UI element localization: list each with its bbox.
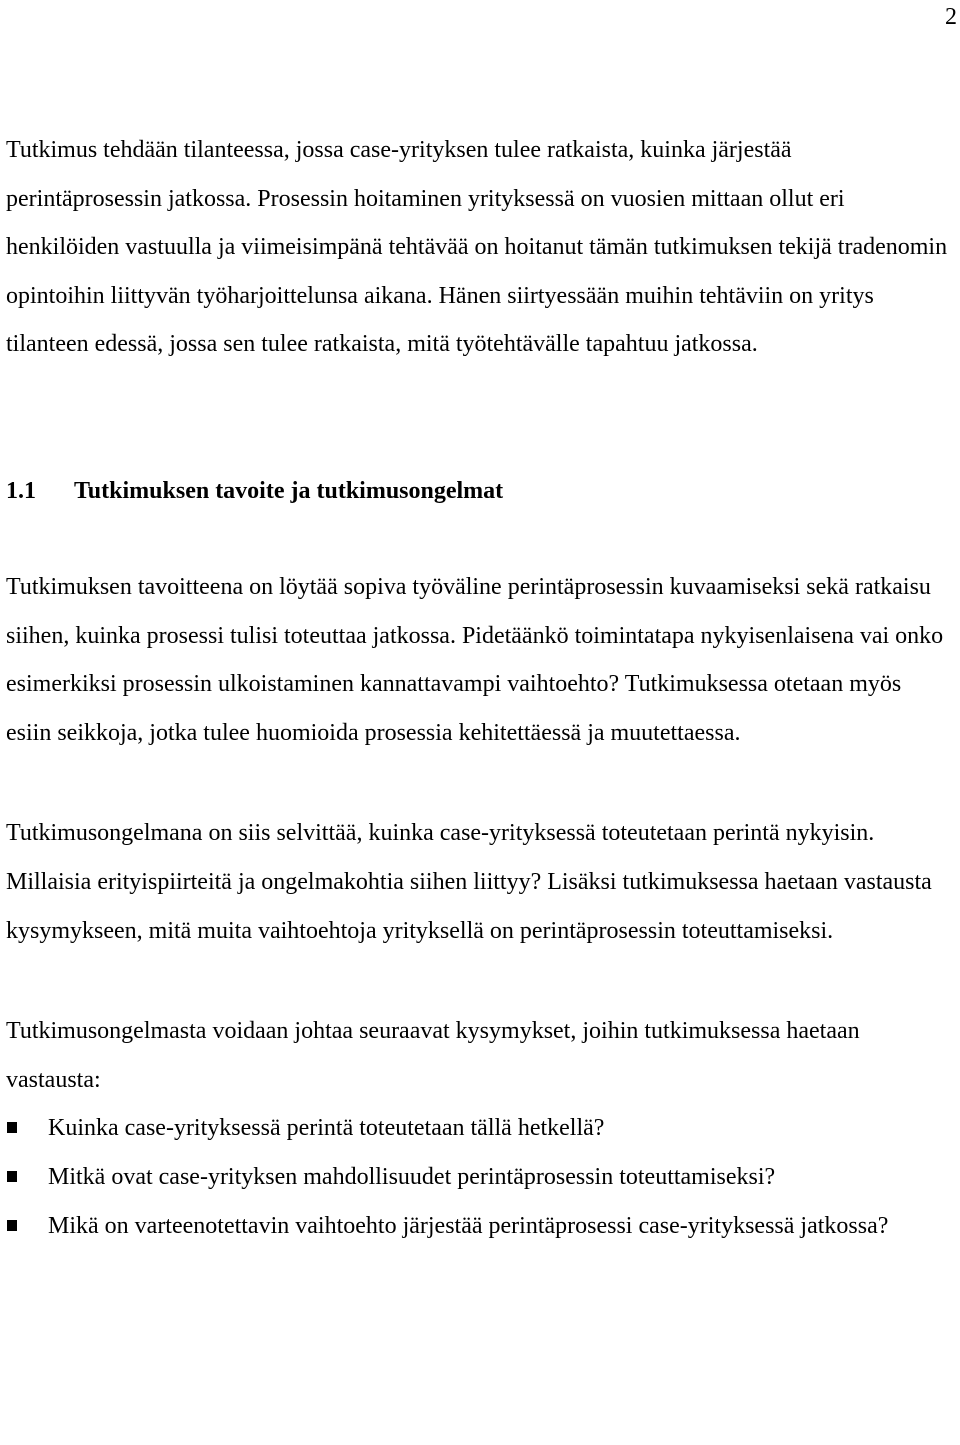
list-item	[6, 1104, 951, 1153]
page-number: 2	[945, 4, 957, 30]
section-number: 1.1	[6, 477, 36, 504]
document-body	[6, 126, 951, 1250]
square-bullet-icon	[7, 1122, 17, 1133]
list-item-text: Kuinka case-yrityksessä perintä toteutetaan tällä hetkellä?	[48, 1115, 605, 1142]
section-title: Tutkimuksen tavoite ja tutkimusongelmat	[74, 477, 504, 504]
square-bullet-icon	[7, 1171, 17, 1182]
list-item	[6, 1153, 951, 1202]
goal-paragraph: Tutkimuksen tavoitteena on löytää sopiva työväline perintäprosessin kuvaamiseksi sekä ratkaisu siihen, kuinka prosessi tulisi toteuttaa jatkossa. Pidetäänkö toimintatapa nykyisenlaisena vai onko esimerkiksi prosessin ulkoistaminen kannattavampi vaihtoehto? Tutkimuksessa otetaan myös esiin seikkoja, jotka tulee huomioida prosessia kehitettäessä ja muutettaessa.	[6, 573, 944, 746]
list-item-text: Mitkä ovat case-yrityksen mahdollisuudet perintäprosessin toteuttamiseksi?	[48, 1163, 776, 1190]
list-item-text: Mikä on varteenotettavin vaihtoehto järjestää perintäprosessi case-yrityksessä jatkossa?	[48, 1212, 889, 1239]
questions-intro-paragraph: Tutkimusongelmasta voidaan johtaa seuraavat kysymykset, joihin tutkimuksessa haetaan vastausta:	[6, 1018, 860, 1093]
intro-paragraph: Tutkimus tehdään tilanteessa, jossa case-yrityksen tulee ratkaista, kuinka järjestää perintäprosessin jatkossa. Prosessin hoitaminen yrityksessä on vuosien mittaan ollut eri henkilöiden vastuulla ja viimeisimpänä tehtävää on hoitanut tämän tutkimuksen tekijä tradenomin opintoihin liittyvän työharjoittelunsa aikana. Hänen siirtyessään muihin tehtäviin on yritys tilanteen edessä, jossa sen tulee ratkaista, mitä työtehtävälle tapahtuu jatkossa.	[6, 137, 948, 358]
section-heading	[6, 467, 951, 515]
list-item	[6, 1202, 951, 1251]
problem-paragraph: Tutkimusongelmana on siis selvittää, kuinka case-yrityksessä toteutetaan perintä nykyisin. Millaisia erityispiirteitä ja ongelmakohtia siihen liittyy? Lisäksi tutkimuksessa haetaan vastausta kysymykseen, mitä muita vaihtoehtoja yrityksellä on perintäprosessin toteuttamiseksi.	[6, 820, 932, 944]
square-bullet-icon	[7, 1220, 17, 1231]
questions-list	[6, 1104, 951, 1250]
